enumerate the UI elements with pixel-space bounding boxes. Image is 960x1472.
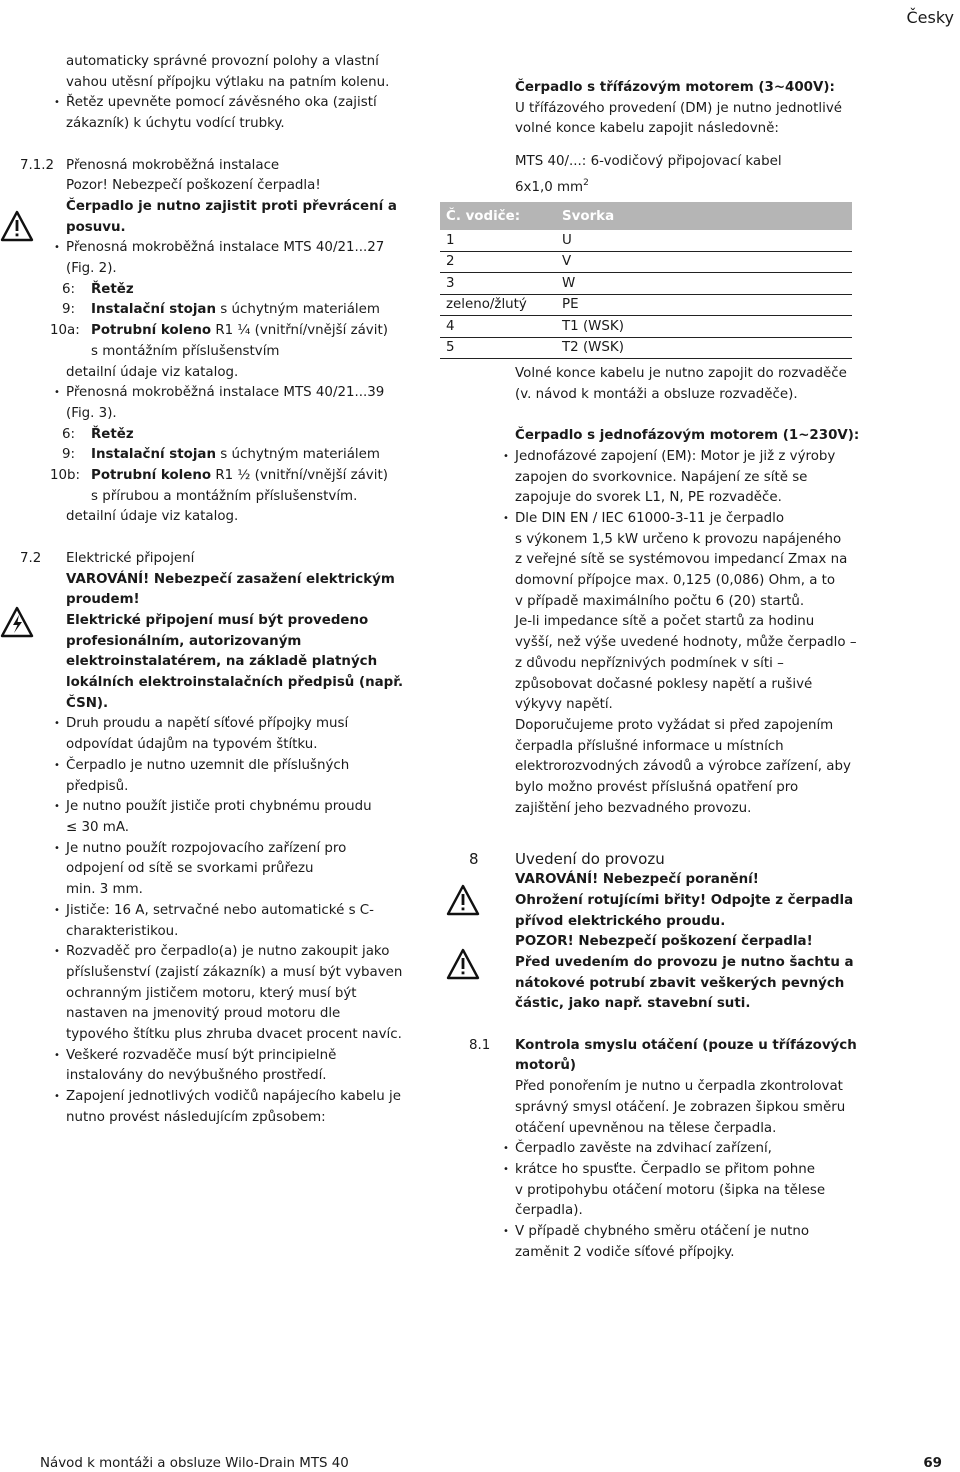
item-rest: s úchytným materiálem	[216, 302, 380, 318]
item-elbow-10a-line2: s montážním příslušenstvím	[91, 343, 280, 359]
item-key: 9:	[62, 447, 76, 463]
line: • Rozvaděč pro čerpadlo(a) je nutno zakoupit jako	[66, 944, 390, 960]
line: nutno provést následujícím způsobem:	[66, 1109, 326, 1125]
warning-line-5: elektroinstalatérem, na základě platných	[66, 654, 378, 670]
line: • Veškeré rozvaděče musí být principielně	[66, 1047, 337, 1063]
cell: W	[556, 273, 852, 295]
bullet-fuses	[66, 901, 418, 942]
bullet-em	[515, 447, 863, 509]
warning-line-3: posuvu.	[66, 219, 126, 235]
header-wire-no: Č. vodiče:	[440, 202, 556, 230]
section-7-1-2	[20, 156, 418, 529]
warning-line: přívod elektrického proudu.	[515, 913, 726, 929]
item-bold: Instalační stojan	[91, 302, 217, 318]
cell: 5	[440, 337, 556, 359]
item-rest: R1 ½ (vnitřní/vnější závit)	[211, 468, 388, 484]
warning-triangle-icon	[446, 884, 480, 916]
cell: 2	[440, 251, 556, 273]
item-key: 9:	[62, 302, 76, 318]
item-bold: Instalační stojan	[91, 447, 217, 463]
warning-line-6: lokálních elektroinstalačních předpisů (např.	[66, 675, 404, 691]
bullet-rcd	[66, 797, 418, 838]
item-stand	[62, 300, 418, 321]
line: způsobovat dočasné poklesy napětí a rušivé	[515, 676, 813, 692]
line: s výkonem 1,5 kW určeno k provozu napájeného	[515, 531, 842, 547]
cell: U	[556, 230, 852, 251]
item-bold: Potrubní koleno	[91, 323, 212, 339]
cell: zeleno/žlutý	[440, 294, 556, 316]
bullet-switchgear	[66, 942, 418, 1046]
item-key: 10b:	[50, 468, 81, 484]
cell: 1	[440, 230, 556, 251]
section-number: 8.1	[469, 1037, 491, 1053]
bullet-voltage	[66, 714, 418, 755]
line: výkyvy napětí.	[515, 697, 613, 713]
line: typového štítku plus zhruba dvacet procent navíc.	[66, 1027, 402, 1043]
line: • Zapojení jednotlivých vodičů napájecího kabelu je	[66, 1089, 401, 1105]
item-chain	[62, 280, 418, 301]
line: min. 3 mm.	[66, 882, 143, 898]
bullet-fig3-line-2: (Fig. 3).	[66, 405, 117, 421]
bullet-swap	[515, 1222, 863, 1263]
free-ends-line-2: (v. návod k montáži a obsluze rozvaděče).	[515, 386, 798, 402]
cell: T1 (WSK)	[556, 316, 852, 338]
line: zajištění jeho bezvadného provozu.	[515, 800, 752, 816]
section-7-2	[20, 549, 418, 1129]
intro-line-2: vahou utěsní přípojku výtlaku na patním kolenu.	[66, 74, 390, 90]
line: z důvodu nepříznivých podmínek v síti –	[515, 655, 784, 671]
warning-line-2: proudem!	[66, 592, 140, 608]
section-title-line-2: motorů)	[515, 1058, 577, 1074]
line: • Druh proudu a napětí síťové přípojky musí	[66, 716, 349, 732]
item-rest: R1 ¼ (vnitřní/vnější závit)	[211, 323, 388, 339]
warning-line-7: ČSN).	[66, 695, 109, 711]
bullet-disconnect	[66, 839, 418, 901]
bullet-ground	[66, 756, 418, 797]
section-number: 7.1.2	[20, 157, 55, 173]
bullet-fig2-line-2: (Fig. 2).	[66, 261, 117, 277]
bullet-din	[515, 509, 863, 820]
line: • Čerpadlo zavěste na zdvihací zařízení,	[515, 1141, 772, 1157]
cable-size-sup: 2	[583, 177, 589, 188]
table-row	[440, 294, 852, 316]
line: odpovídat údajům na typovém štítku.	[66, 737, 318, 753]
intro-bullet-line-1: • Řetěz upevněte pomocí závěsného oka (zajistí	[66, 95, 377, 111]
caution-line: částic, jako např. stavební suti.	[515, 996, 751, 1012]
item-bold: Řetěz	[91, 281, 134, 297]
line: příslušenství (zajistí zákazník) a musí být vybaven	[66, 964, 403, 980]
item-chain-2	[62, 425, 418, 446]
item-elbow-10a	[50, 321, 418, 342]
item-bold: Potrubní koleno	[91, 468, 212, 484]
electric-hazard-icon	[0, 606, 34, 638]
warning-triangle-icon	[446, 948, 480, 980]
item-rest: s úchytným materiálem	[216, 447, 380, 463]
line: ochranným jističem motoru, který musí být	[66, 985, 357, 1001]
text-line: otáčení upevněnou na tělese čerpadla.	[515, 1120, 777, 1136]
intro-bullet-line-2: zákazník) k úchytu vodící trubky.	[66, 116, 285, 132]
warning-line-1: Pozor! Nebezpečí poškození čerpadla!	[66, 178, 321, 194]
bullet-fig2	[66, 238, 418, 279]
table-row	[440, 230, 852, 251]
line: vyšší, než výše uvedené hodnoty, může čerpadlo –	[515, 635, 857, 651]
section-8	[469, 849, 863, 1015]
line: • V případě chybného směru otáčení je nutno	[515, 1224, 810, 1240]
wire-terminal-table	[440, 202, 852, 359]
line: domovní přípojce max. 0,125 (0,086) Ohm, a to	[515, 573, 836, 589]
language-label: Česky	[906, 8, 954, 27]
caution-line: POZOR! Nebezpečí poškození čerpadla!	[515, 934, 813, 950]
three-phase-title: Čerpadlo s třífázovým motorem (3~400V):	[515, 80, 835, 95]
table-header-row	[440, 202, 852, 230]
line: • Jističe: 16 A, setrvačné nebo automatické s C-	[66, 902, 374, 918]
item-key: 10a:	[50, 323, 80, 339]
text-line: Před ponořením je nutno u čerpadla zkontrolovat	[515, 1079, 843, 1095]
line: čerpadla příslušné informace u místních	[515, 738, 784, 754]
line: elektrorozvodných závodů a výrobce zařízení, aby	[515, 759, 851, 775]
cell: 4	[440, 316, 556, 338]
line: zaměnit 2 vodiče síťové přípojky.	[515, 1244, 735, 1260]
line: odpojení od sítě se svorkami průřezu	[66, 861, 314, 877]
section-title: Elektrické připojení	[66, 550, 195, 566]
bullet-fig3	[66, 383, 418, 424]
cell: V	[556, 251, 852, 273]
cell: 3	[440, 273, 556, 295]
line: charakteristikou.	[66, 923, 179, 939]
right-column-bottom	[469, 364, 863, 1264]
bullet-start	[515, 1160, 863, 1222]
line: • Čerpadlo je nutno uzemnit dle příslušných	[66, 757, 350, 773]
line: Je-li impedance sítě a počet startů za hodinu	[515, 614, 815, 630]
line: ≤ 30 mA.	[66, 819, 129, 835]
three-phase-line-1: U třífázového provedení (DM) je nutno jednotlivé	[515, 100, 842, 116]
line: Doporučujeme proto vyžádat si před zapojením	[515, 717, 834, 733]
warning-line-3: Elektrické připojení musí být provedeno	[66, 612, 369, 628]
table-row	[440, 273, 852, 295]
line: zapojuje do svorek L1, N, PE rozvaděče.	[515, 490, 782, 506]
section-number: 8	[469, 850, 479, 869]
bullet-wiring	[66, 1087, 418, 1128]
caution-line: Před uvedením do provozu je nutno šachtu a	[515, 954, 854, 970]
intro-line-1: automaticky správné provozní polohy a vlastní	[66, 54, 379, 69]
intro-bullet	[66, 93, 418, 134]
right-column-top	[515, 78, 863, 199]
line: zapojen do svorkovnice. Napájení ze sítě se	[515, 469, 808, 485]
detail-note-1: detailní údaje viz katalog.	[66, 364, 239, 380]
warning-line-4: profesionálním, autorizovaným	[66, 633, 302, 649]
section-8-1	[469, 1036, 863, 1264]
item-elbow-10b-line2: s přírubou a montážním příslušenstvím.	[91, 488, 358, 504]
item-key: 6:	[62, 281, 76, 297]
table-row	[440, 316, 852, 338]
bullet-explosion-proof	[66, 1046, 418, 1087]
bullet-fig3-line-1: • Přenosná mokroběžná instalace MTS 40/21...39	[66, 385, 385, 401]
mts-cable-line-2	[515, 173, 863, 199]
cell: PE	[556, 294, 852, 316]
section-title-line-1: Kontrola smyslu otáčení (pouze u třífázových	[515, 1037, 857, 1053]
line: instalovány do nevýbušného prostředí.	[66, 1068, 327, 1084]
caution-line: nátokové potrubí zbavit veškerých pevných	[515, 975, 845, 991]
mts-cable-line: MTS 40/...: 6-vodičový připojovací kabel	[515, 154, 782, 170]
item-bold: Řetěz	[91, 426, 134, 442]
item-stand-2	[62, 445, 418, 466]
cell: T2 (WSK)	[556, 337, 852, 359]
warning-line: Ohrožení rotujícími břity! Odpojte z čerpadla	[515, 892, 854, 908]
bullet-fig2-line-1: • Přenosná mokroběžná instalace MTS 40/21...27	[66, 240, 385, 256]
page-number: 69	[923, 1456, 942, 1471]
line: • Jednofázové zapojení (EM): Motor je již z výroby	[515, 448, 836, 464]
bullet-hoist	[515, 1139, 863, 1160]
footer-title: Návod k montáži a obsluze Wilo-Drain MTS 40	[40, 1456, 349, 1471]
warning-line-2: Čerpadlo je nutno zajistit proti převrácení a	[66, 198, 397, 214]
left-column	[20, 52, 418, 1129]
line: předpisů.	[66, 778, 129, 794]
section-title: Přenosná mokroběžná instalace	[66, 157, 280, 173]
line: v protipohybu otáčení motoru (šipka na tělese	[515, 1182, 826, 1198]
warning-line: VAROVÁNÍ! Nebezpečí poranění!	[515, 872, 759, 888]
line: v případě maximálního počtu 6 (20) startů.	[515, 593, 805, 609]
line: nastaven na jmenovitý proud motoru dle	[66, 1006, 341, 1022]
table-row	[440, 337, 852, 359]
item-key: 6:	[62, 426, 76, 442]
line: • Je nutno použít jističe proti chybnému proudu	[66, 799, 372, 815]
warning-line-1: VAROVÁNÍ! Nebezpečí zasažení elektrickým	[66, 571, 395, 587]
line: z veřejné sítě se systémovou impedancí Zmax na	[515, 552, 848, 568]
line: • krátce ho spusťte. Čerpadlo se přitom pohne	[515, 1161, 816, 1177]
free-ends-line-1: Volné konce kabelu je nutno zapojit do rozvaděče	[515, 366, 847, 381]
table-row	[440, 251, 852, 273]
header-terminal: Svorka	[556, 202, 852, 230]
item-elbow-10b	[50, 466, 418, 487]
line: čerpadla).	[515, 1203, 583, 1219]
section-number: 7.2	[20, 550, 42, 566]
single-phase-title: Čerpadlo s jednofázovým motorem (1~230V):	[515, 428, 860, 444]
text-line: správný smysl otáčení. Je zobrazen šipkou směru	[515, 1099, 846, 1115]
three-phase-line-2: volné konce kabelu zapojit následovně:	[515, 121, 779, 137]
warning-triangle-icon	[0, 210, 34, 242]
cable-size: 6x1,0 mm	[515, 179, 584, 195]
line: • Dle DIN EN / IEC 61000-3-11 je čerpadlo	[515, 510, 785, 526]
section-title: Uvedení do provozu	[515, 850, 665, 869]
line: bylo možno provést příslušná opatření pro	[515, 780, 799, 796]
detail-note-2: detailní údaje viz katalog.	[66, 509, 239, 525]
line: • Je nutno použít rozpojovacího zařízení pro	[66, 840, 347, 856]
